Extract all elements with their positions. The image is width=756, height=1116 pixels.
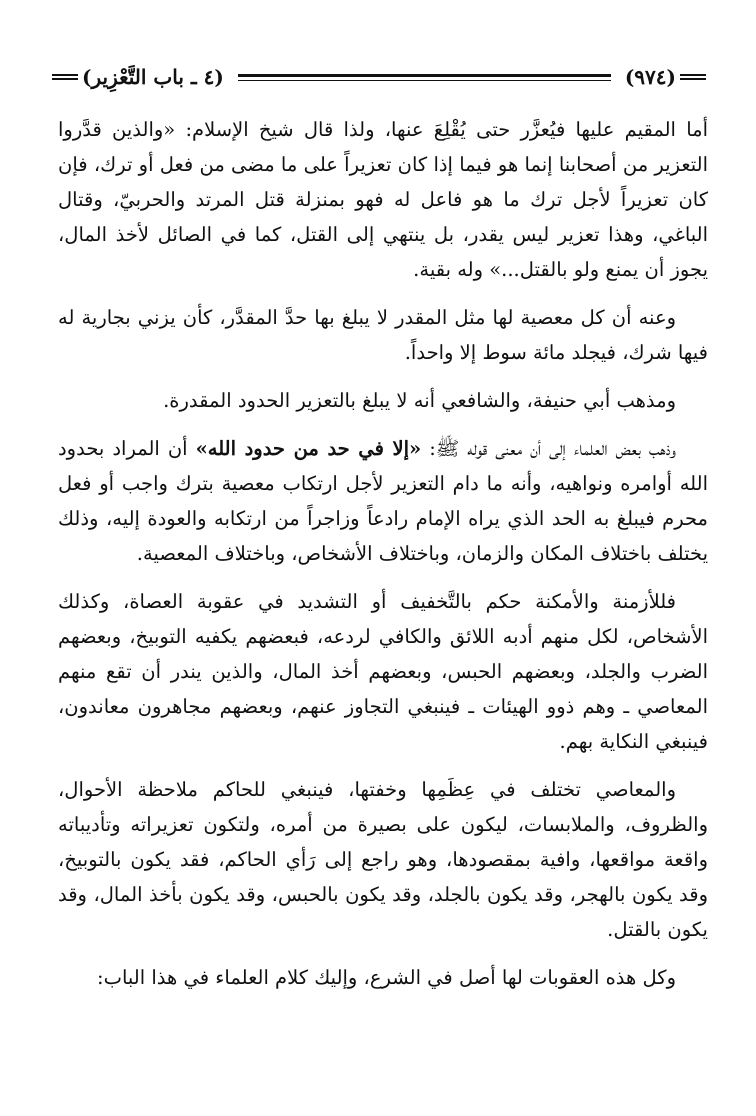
- paragraph-4: [58, 431, 708, 571]
- chapter-title: (٤ ـ باب التَّعْزِير): [82, 65, 224, 89]
- page-body: [58, 112, 708, 1008]
- paragraph-5: فللأزمنة والأمكنة حكم بالتَّخفيف أو التشديد في عقوبة العصاة، وكذلك الأشخاص، لكل منهم أدبه اللائق والكافي لردعه، فبعضهم يكفيه التوبيخ، وبعضهم الضرب والجلد، وبعضهم الحبس، وبعضهم أخذ المال، والذين يندر أن تقع منهم المعاصي ـ وهم ذوو الهيئات ـ فينبغي التجاوز عنهم، وبعضهم مجاهرون معاندون، فينبغي النكاية بهم.: [58, 590, 708, 753]
- paragraph-4-rest: أن المراد بحدود الله أوامره ونواهيه، وأنه ما دام التعزير لأجل ارتكاب معصية بترك واجب أو فعل محرم فيبلغ به الحد الذي يراه الإمام رادعاً وزاجراً من ارتكابه والعودة إليه، وذلك يختلف باختلاف المكان والزمان، وباختلاف الأشخاص، وباختلاف المعصية.: [58, 437, 708, 565]
- paragraph-6: والمعاصي تختلف في عِظَمِها وخفتها، فينبغي للحاكم ملاحظة الأحوال، والظروف، والملابسات، ليكون على بصيرة من أمره، ولتكون تعزيراته وتأديباته واقعة مواقعها، وافية بمقصودها، وهو راجع إلى رَأي الحاكم، فقد يكون بالتوبيخ، وقد يكون بالهجر، وقد يكون بالجلد، وقد يكون بالحبس، وقد يكون بأخذ المال، وقد يكون بالقتل.: [58, 778, 708, 941]
- paragraph-1: أما المقيم عليها فيُعزَّر حتى يُقْلِعَ عنها، ولذا قال شيخ الإسلام: «والذين قدَّروا التعزير من أصحابنا إنما هو فيما إذا كان تعزيراً على ما مضى من فعل أو ترك، فإن كان تعزيراً لأجل ترك ما هو فاعل له فهو بمنزلة قتل المرتد والحربيّ، وقتال الباغي، وهذا تعزير ليس يقدر، بل ينتهي إلى القتل، كما في الصائل لأخذ المال، يجوز أن يمنع ولو بالقتل...» وله بقية.: [58, 118, 708, 281]
- running-header: [52, 64, 706, 90]
- header-rule-left: [52, 74, 78, 80]
- page-number: (٩٧٤): [624, 65, 676, 89]
- header-rule-center: [238, 74, 611, 81]
- header-rule-right: [680, 74, 706, 80]
- hadith-quote: «إلا في حد من حدود الله»: [195, 437, 422, 460]
- paragraph-2: وعنه أن كل معصية لها مثل المقدر لا يبلغ بها حدَّ المقدَّر، كأن يزني بجارية له فيها شرك، فيجلد مائة سوط إلا واحداً.: [58, 306, 708, 364]
- paragraph-7: وكل هذه العقوبات لها أصل في الشرع، وإليك كلام العلماء في هذا الباب:: [97, 966, 676, 989]
- paragraph-4-intro: وذهب بعض العلماء إلى أن معنى قوله ﷺ:: [421, 437, 676, 460]
- paragraph-3: ومذهب أبي حنيفة، والشافعي أنه لا يبلغ بالتعزير الحدود المقدرة.: [163, 389, 676, 412]
